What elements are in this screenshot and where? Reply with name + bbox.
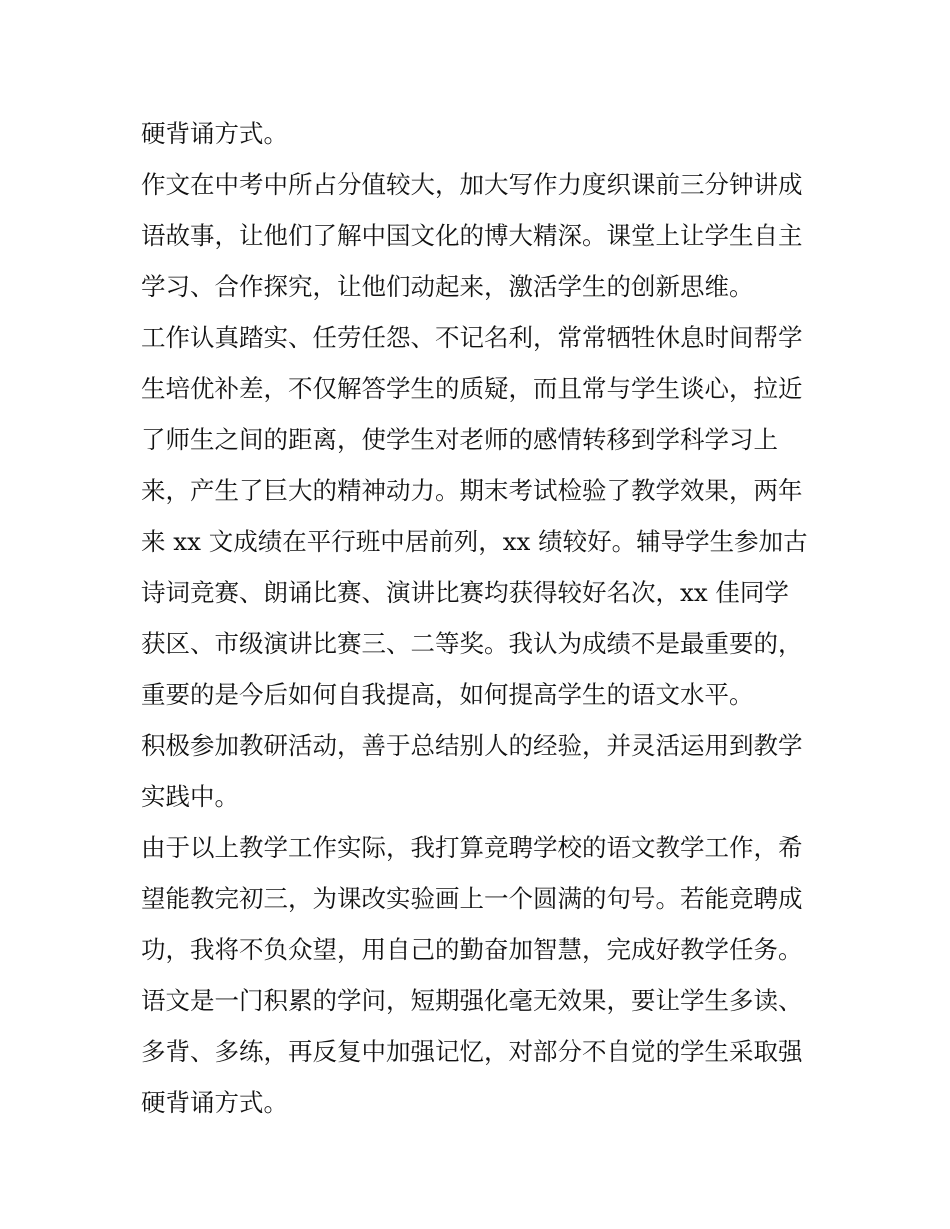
text-line: 功，我将不负众望，用自己的勤奋加智慧，完成好教学任务。 <box>141 935 803 964</box>
text-line: 语文是一门积累的学问，短期强化毫无效果，要让学生多读、 <box>141 986 803 1015</box>
text-line: 实践中。 <box>141 782 239 811</box>
text-line: 获区、市级演讲比赛三、二等奖。我认为成绩不是最重要的， <box>141 629 803 658</box>
body-text <box>141 108 821 1128</box>
text-line: 诗词竞赛、朗诵比赛、演讲比赛均获得较好名次，xx 佳同学 <box>141 578 789 607</box>
text-line: 多背、多练，再反复中加强记忆，对部分不自觉的学生采取强 <box>141 1037 803 1066</box>
text-line: 来 xx 文成绩在平行班中居前列，xx 绩较好。辅导学生参加古 <box>141 527 808 556</box>
text-line: 重要的是今后如何自我提高，如何提高学生的语文水平。 <box>141 680 754 709</box>
text-line: 工作认真踏实、任劳任怨、不记名利，常常牺牲休息时间帮学 <box>141 323 803 352</box>
text-line: 硬背诵方式。 <box>141 119 288 148</box>
text-line: 语故事，让他们了解中国文化的博大精深。课堂上让学生自主 <box>141 221 803 250</box>
text-line: 生培优补差，不仅解答学生的质疑，而且常与学生谈心，拉近 <box>141 374 803 403</box>
text-line: 学习、合作探究，让他们动起来，激活学生的创新思维。 <box>141 272 754 301</box>
text-line: 硬背诵方式。 <box>141 1088 288 1117</box>
text-line: 由于以上教学工作实际，我打算竞聘学校的语文教学工作，希 <box>141 833 803 862</box>
text-line: 积极参加教研活动，善于总结别人的经验，并灵活运用到教学 <box>141 731 803 760</box>
text-line: 作文在中考中所占分值较大，加大写作力度织课前三分钟讲成 <box>141 170 803 199</box>
text-line: 来，产生了巨大的精神动力。期末考试检验了教学效果，两年 <box>141 476 803 505</box>
text-line: 望能教完初三，为课改实验画上一个圆满的句号。若能竞聘成 <box>141 884 803 913</box>
text-line: 了师生之间的距离，使学生对老师的感情转移到学科学习上 <box>141 425 778 454</box>
